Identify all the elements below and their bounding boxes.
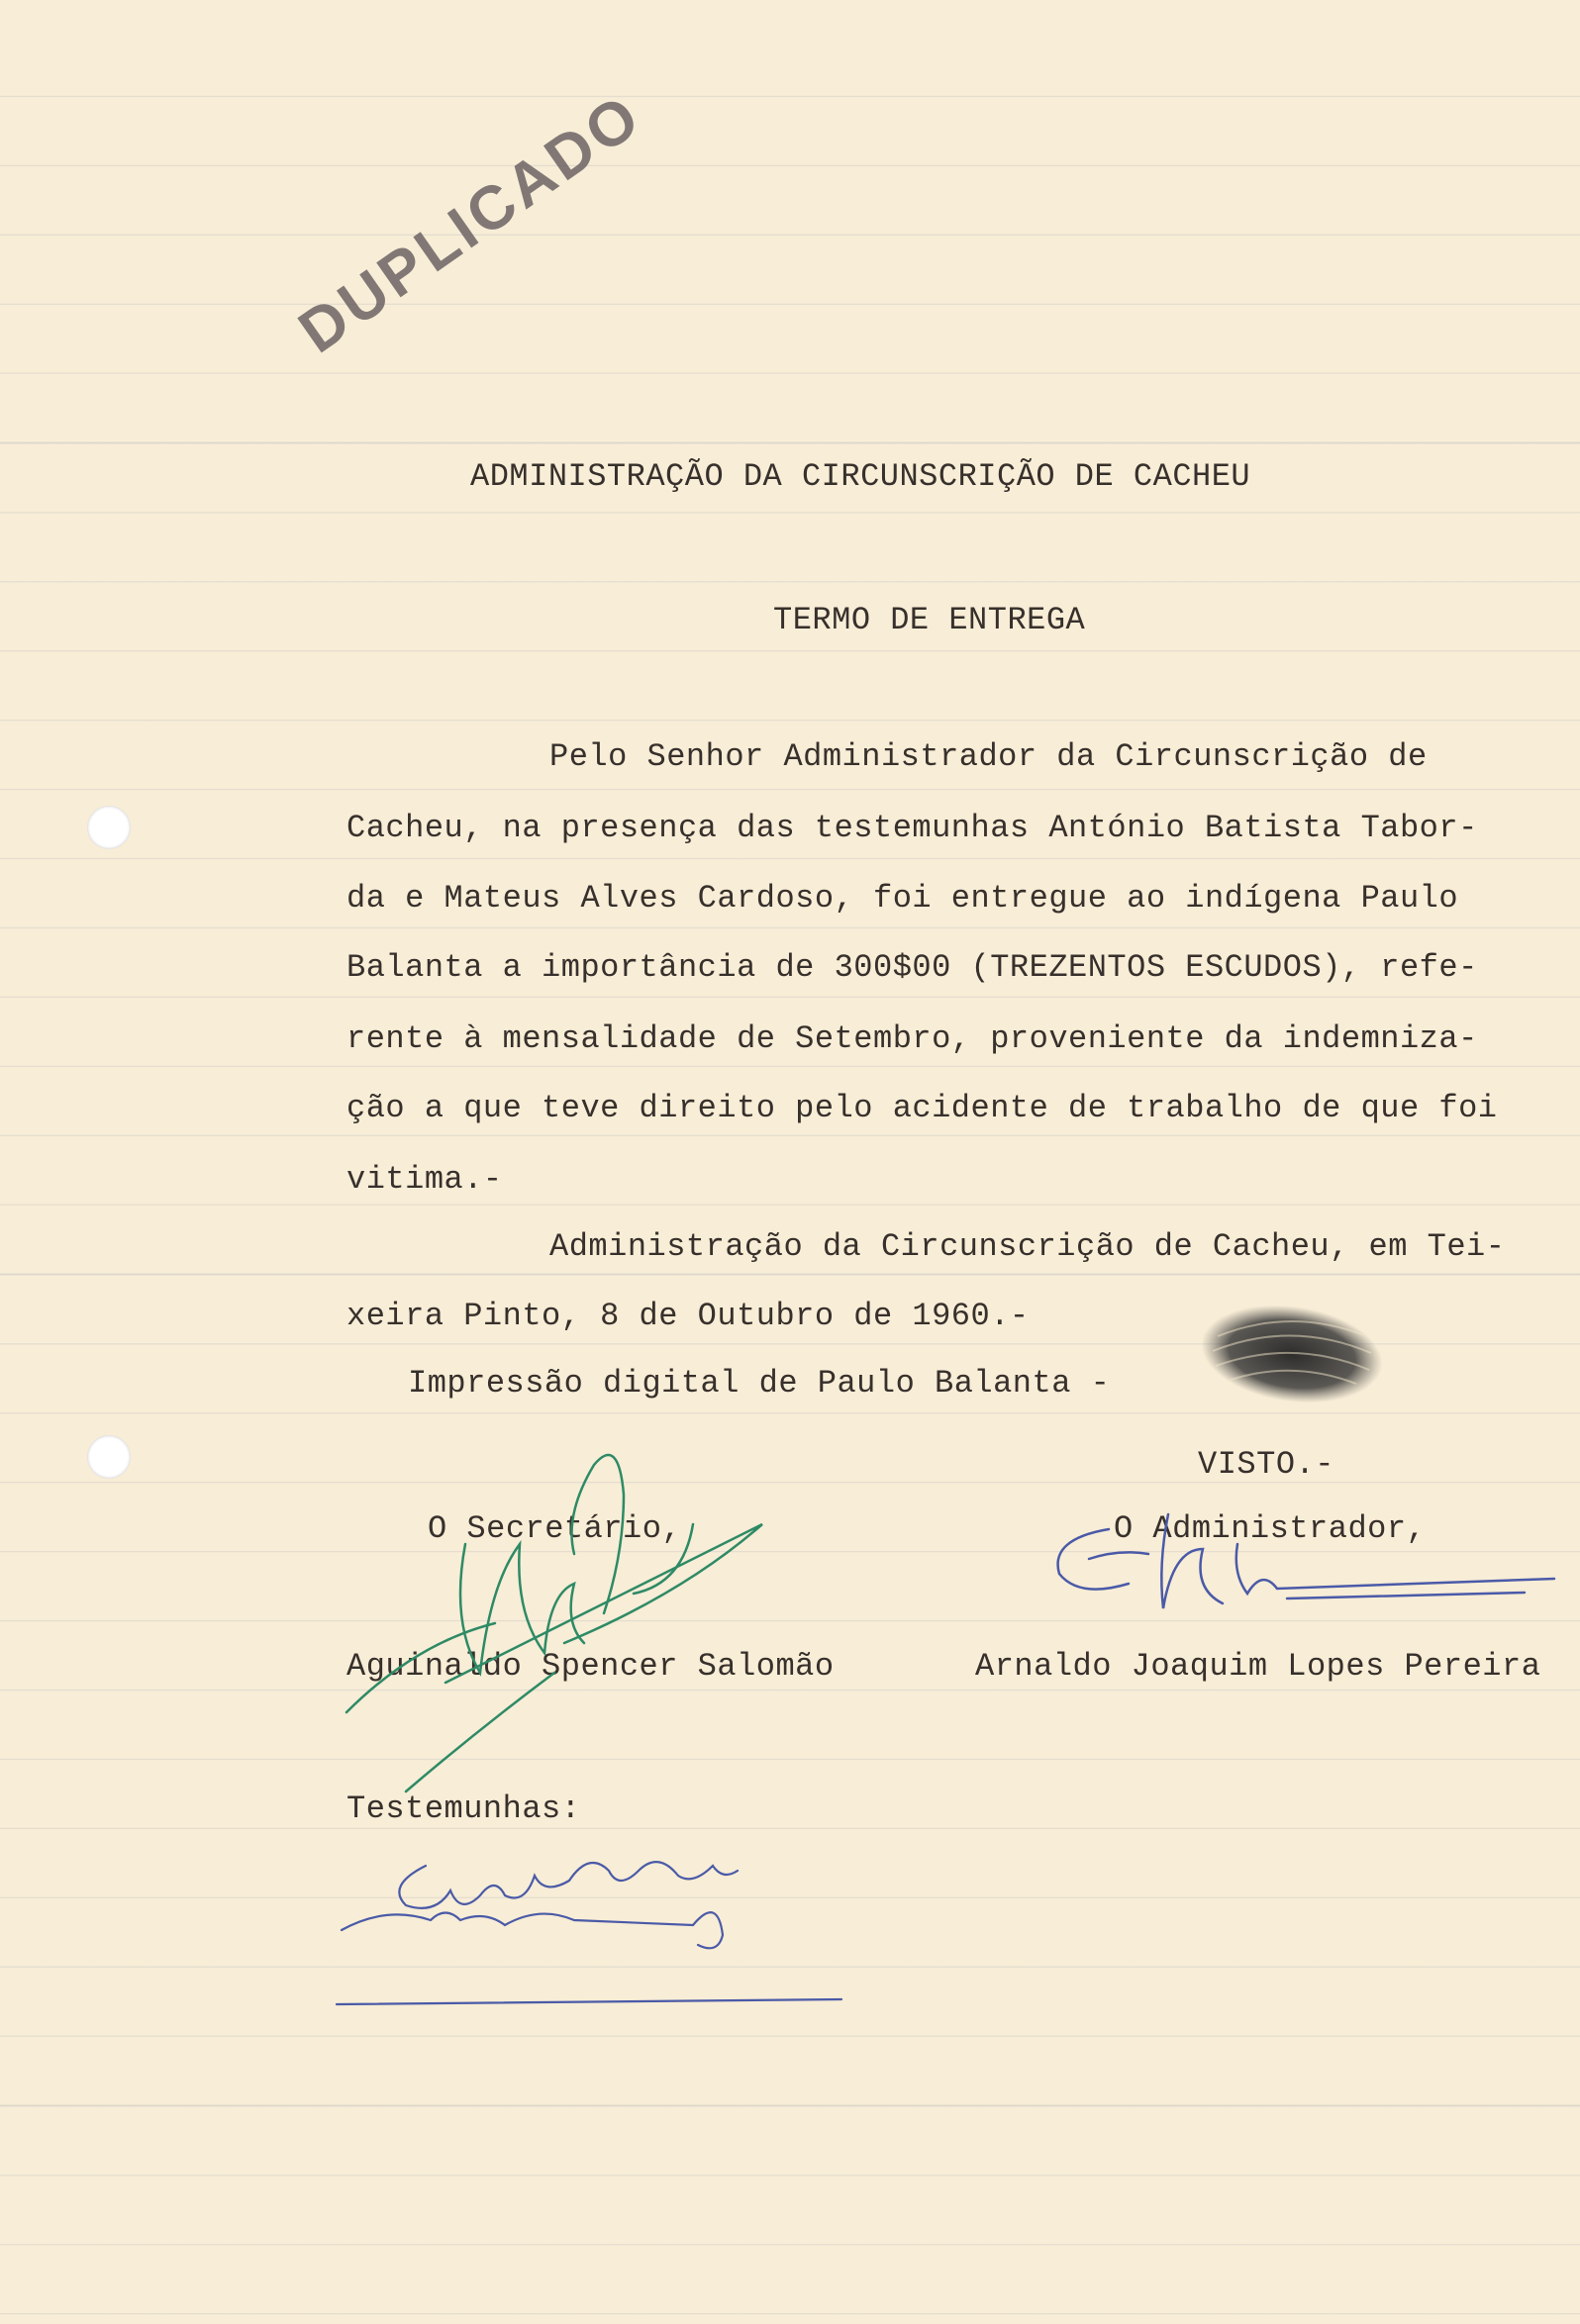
secretary-signature xyxy=(346,1455,762,1791)
page-title: ADMINISTRAÇÃO DA CIRCUNSCRIÇÃO DE CACHEU xyxy=(470,458,1251,495)
body-line: da e Mateus Alves Cardoso, foi entregue ao indígena Paulo xyxy=(346,880,1459,917)
body-line: ção a que teve direito pelo acidente de trabalho de que foi xyxy=(346,1090,1498,1126)
administrator-name: Arnaldo Joaquim Lopes Pereira xyxy=(975,1648,1541,1685)
fingerprint xyxy=(1195,1295,1389,1414)
closing-line: Administração da Circunscrição de Cacheu, em Tei- xyxy=(549,1228,1506,1265)
document-subtitle: TERMO DE ENTREGA xyxy=(773,602,1086,638)
duplicado-stamp: DUPLICADO xyxy=(286,80,654,367)
body-line: vitima.- xyxy=(346,1161,503,1198)
body-line: Balanta a importância de 300$00 (TREZENTOS ESCUDOS), refe- xyxy=(346,949,1478,986)
visto-label: VISTO.- xyxy=(1198,1446,1334,1483)
fingerprint-label: Impressão digital de Paulo Balanta - xyxy=(408,1365,1111,1402)
administrator-signature xyxy=(1058,1514,1554,1608)
administrator-role: O Administrador, xyxy=(1114,1510,1427,1547)
body-line: Pelo Senhor Administrador da Circunscrição de xyxy=(549,738,1428,775)
body-line: rente à mensalidade de Setembro, proveniente da indemniza- xyxy=(346,1020,1478,1057)
closing-line: xeira Pinto, 8 de Outubro de 1960.- xyxy=(346,1298,1030,1334)
witness-signatures xyxy=(337,1862,841,2004)
body-line: Cacheu, na presença das testemunhas António Batista Tabor- xyxy=(346,810,1478,846)
witnesses-label: Testemunhas: xyxy=(346,1791,581,1827)
secretary-role: O Secretário, xyxy=(428,1510,682,1547)
secretary-name: Aguinaldo Spencer Salomão xyxy=(346,1648,835,1685)
